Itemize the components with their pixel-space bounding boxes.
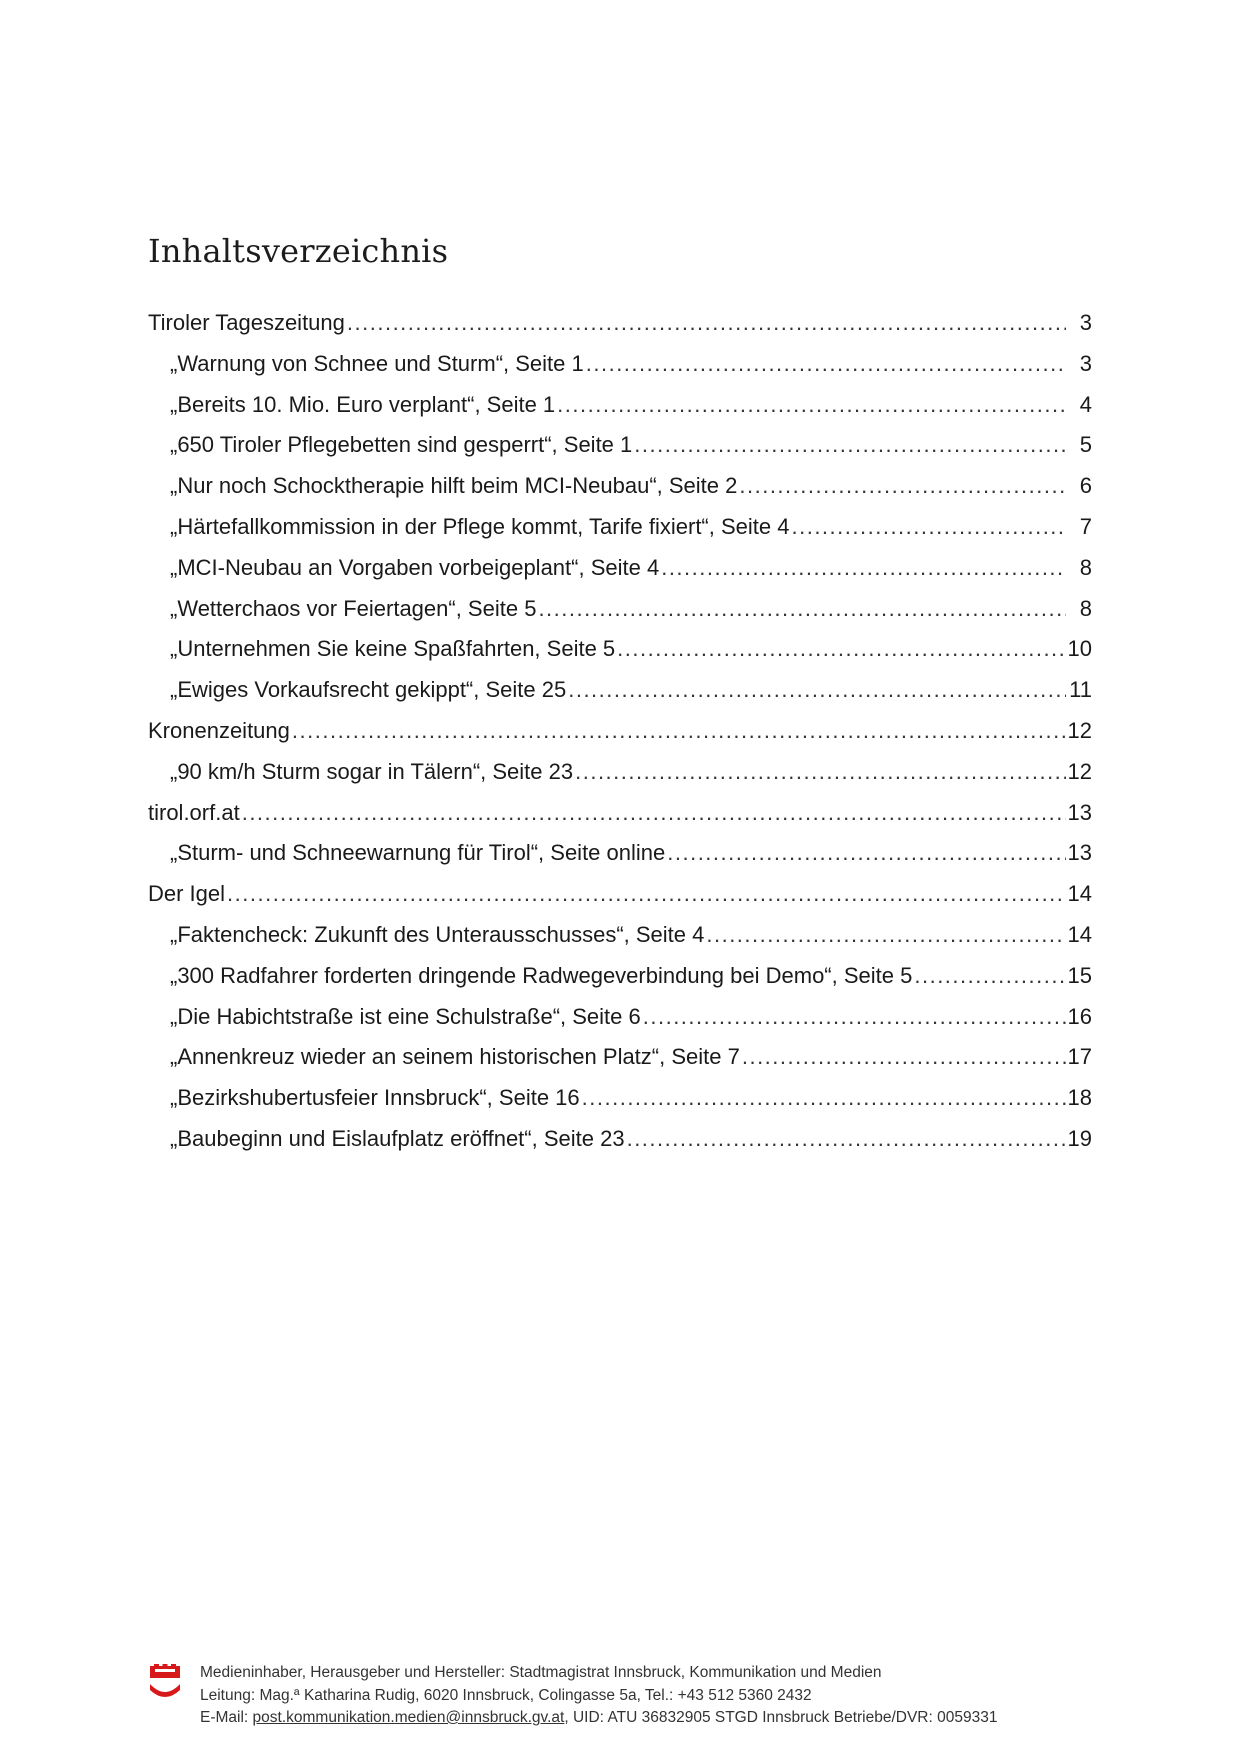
toc-page-number: 3 xyxy=(1079,350,1092,376)
toc-section[interactable] xyxy=(148,793,1092,834)
footer xyxy=(150,1662,997,1730)
toc-entry[interactable] xyxy=(148,548,1092,589)
toc-label: Kronenzeitung xyxy=(148,717,290,743)
toc-leader-dots xyxy=(227,874,1065,915)
toc-label: Tiroler Tageszeitung xyxy=(148,310,345,335)
toc-page-number: 3 xyxy=(1079,310,1092,335)
toc-label: „MCI-Neubau an Vorgaben vorbeigeplant“, Seite 4 xyxy=(170,554,660,580)
table-of-contents xyxy=(148,303,1092,1160)
toc-label: „Unternehmen Sie keine Spaßfahrten, Seite 5 xyxy=(170,636,616,662)
toc-leader-dots xyxy=(667,833,1065,874)
toc-leader-dots xyxy=(292,711,1066,752)
toc-leader-dots xyxy=(634,425,1066,466)
email-label: E-Mail: xyxy=(200,1709,253,1726)
toc-leader-dots xyxy=(706,915,1065,956)
toc-leader-dots xyxy=(347,303,1066,344)
toc-label: „650 Tiroler Pflegebetten sind gesperrt“, Seite 1 xyxy=(170,432,633,458)
toc-page-number: 16 xyxy=(1067,1003,1092,1029)
toc-entry[interactable] xyxy=(148,425,1092,466)
toc-label: „Warnung von Schnee und Sturm“, Seite 1 xyxy=(170,350,584,376)
toc-label: „Die Habichtstraße ist eine Schulstraße“, Seite 6 xyxy=(170,1003,641,1029)
toc-page-number: 13 xyxy=(1067,840,1092,866)
footer-text xyxy=(200,1662,997,1730)
toc-page-number: 11 xyxy=(1069,677,1092,703)
toc-entry[interactable] xyxy=(148,466,1092,507)
toc-label: „Annenkreuz wieder an seinem historischen Platz“, Seite 7 xyxy=(170,1044,740,1070)
page-title: Inhaltsverzeichnis xyxy=(148,232,449,270)
toc-section[interactable] xyxy=(148,711,1092,752)
toc-leader-dots xyxy=(742,1037,1066,1078)
toc-label: „Härtefallkommission in der Pflege kommt, Tarife fixiert“, Seite 4 xyxy=(170,513,790,539)
toc-page-number: 18 xyxy=(1067,1085,1092,1111)
toc-entry[interactable] xyxy=(148,344,1092,385)
footer-publisher-line: Medieninhaber, Herausgeber und Hersteller: Stadtmagistrat Innsbruck, Kommunikation und Medien xyxy=(200,1664,882,1681)
toc-leader-dots xyxy=(538,589,1066,630)
toc-leader-dots xyxy=(557,385,1066,426)
toc-entry[interactable] xyxy=(148,997,1092,1038)
toc-leader-dots xyxy=(617,629,1065,670)
toc-entry[interactable] xyxy=(148,1037,1092,1078)
toc-label: „90 km/h Sturm sogar in Tälern“, Seite 23 xyxy=(170,758,574,784)
toc-page-number: 17 xyxy=(1067,1044,1092,1070)
footer-management-line: Leitung: Mag.ª Katharina Rudig, 6020 Innsbruck, Colingasse 5a, Tel.: +43 512 5360 2432 xyxy=(200,1686,812,1704)
toc-label: „300 Radfahrer forderten dringende Radwegeverbindung bei Demo“, Seite 5 xyxy=(170,962,913,988)
footer-contact-line xyxy=(200,1707,997,1730)
toc-label: „Sturm- und Schneewarnung für Tirol“, Seite online xyxy=(170,840,666,866)
toc-leader-dots xyxy=(643,997,1066,1038)
toc-leader-dots xyxy=(739,466,1066,507)
toc-leader-dots xyxy=(568,670,1066,711)
toc-leader-dots xyxy=(575,752,1065,793)
toc-entry[interactable] xyxy=(148,629,1092,670)
toc-page-number: 4 xyxy=(1079,391,1092,417)
toc-leader-dots xyxy=(914,956,1065,997)
uid-text: , UID: ATU 36832905 STGD Innsbruck Betriebe/DVR: 0059331 xyxy=(564,1709,998,1726)
toc-label: „Bezirkshubertusfeier Innsbruck“, Seite 16 xyxy=(170,1085,580,1111)
toc-entry[interactable] xyxy=(148,752,1092,793)
toc-label: „Baubeginn und Eislaufplatz eröffnet“, Seite 23 xyxy=(170,1125,625,1151)
toc-page-number: 14 xyxy=(1067,921,1092,947)
toc-page-number: 10 xyxy=(1067,636,1092,662)
email-link[interactable]: post.kommunikation.medien@innsbruck.gv.at xyxy=(252,1709,565,1726)
toc-entry[interactable] xyxy=(148,507,1092,548)
toc-leader-dots xyxy=(242,793,1066,834)
toc-label: „Wetterchaos vor Feiertagen“, Seite 5 xyxy=(170,595,537,621)
innsbruck-logo-icon xyxy=(150,1664,180,1700)
toc-leader-dots xyxy=(791,507,1066,548)
toc-leader-dots xyxy=(582,1078,1066,1119)
toc-entry[interactable] xyxy=(148,833,1092,874)
toc-label: tirol.orf.at xyxy=(148,799,240,825)
toc-entry[interactable] xyxy=(148,915,1092,956)
toc-page-number: 19 xyxy=(1067,1125,1092,1151)
toc-page-number: 15 xyxy=(1067,962,1092,988)
toc-page-number: 8 xyxy=(1079,554,1092,580)
toc-entry[interactable] xyxy=(148,385,1092,426)
toc-entry[interactable] xyxy=(148,1119,1092,1160)
toc-label: Der Igel xyxy=(148,881,226,907)
toc-label: „Ewiges Vorkaufsrecht gekippt“, Seite 25 xyxy=(170,677,567,703)
toc-label: „Nur noch Schocktherapie hilft beim MCI-Neubau“, Seite 2 xyxy=(170,473,738,499)
toc-leader-dots xyxy=(586,344,1066,385)
toc-page-number: 7 xyxy=(1079,513,1092,539)
toc-page-number: 6 xyxy=(1079,473,1092,499)
toc-entry[interactable] xyxy=(148,589,1092,630)
toc-label: „Faktencheck: Zukunft des Unterausschusses“, Seite 4 xyxy=(170,921,705,947)
toc-entry[interactable] xyxy=(148,670,1092,711)
toc-entry[interactable] xyxy=(148,1078,1092,1119)
toc-section[interactable] xyxy=(148,874,1092,915)
toc-page-number: 13 xyxy=(1067,799,1092,825)
toc-label: „Bereits 10. Mio. Euro verplant“, Seite 1 xyxy=(170,391,556,417)
toc-page-number: 12 xyxy=(1067,758,1092,784)
toc-leader-dots xyxy=(661,548,1066,589)
toc-leader-dots xyxy=(627,1119,1066,1160)
toc-page-number: 5 xyxy=(1079,432,1092,458)
toc-entry[interactable] xyxy=(148,956,1092,997)
toc-page-number: 12 xyxy=(1067,717,1092,743)
toc-page-number: 14 xyxy=(1067,881,1092,907)
toc-section[interactable] xyxy=(148,303,1092,344)
toc-page-number: 8 xyxy=(1079,595,1092,621)
